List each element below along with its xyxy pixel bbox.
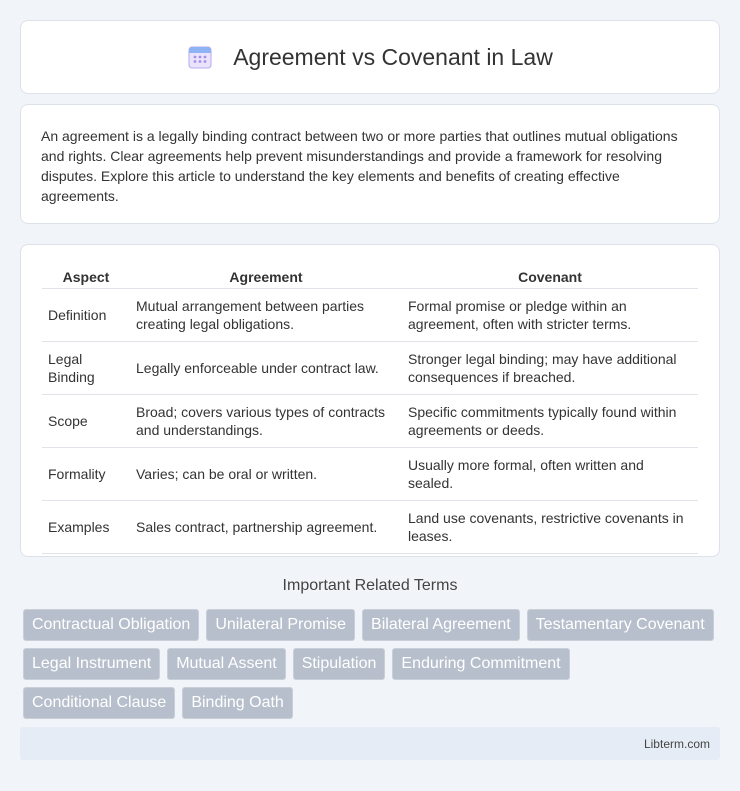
related-terms-list xyxy=(23,609,723,719)
cell-covenant: Land use covenants, restrictive covenants in leases. xyxy=(402,501,698,554)
cell-aspect: Examples xyxy=(42,501,130,554)
table-row xyxy=(42,395,698,448)
cell-agreement: Mutual arrangement between parties creating legal obligations. xyxy=(130,289,402,342)
calendar-icon xyxy=(187,44,213,70)
cell-agreement: Sales contract, partnership agreement. xyxy=(130,501,402,554)
related-term-tag[interactable]: Binding Oath xyxy=(182,687,293,719)
related-term-tag[interactable]: Enduring Commitment xyxy=(392,648,569,680)
cell-covenant: Specific commitments typically found within agreements or deeds. xyxy=(402,395,698,448)
related-term-tag[interactable]: Legal Instrument xyxy=(23,648,160,680)
related-term-tag[interactable]: Testamentary Covenant xyxy=(527,609,714,641)
cell-covenant: Usually more formal, often written and sealed. xyxy=(402,448,698,501)
footer xyxy=(20,727,720,760)
table-row xyxy=(42,448,698,501)
footer-site-link[interactable]: Libterm.com xyxy=(643,736,710,751)
table-row xyxy=(42,342,698,395)
table-row xyxy=(42,289,698,342)
table-row xyxy=(42,501,698,554)
cell-agreement: Legally enforceable under contract law. xyxy=(130,342,402,395)
cell-covenant: Stronger legal binding; may have additional consequences if breached. xyxy=(402,342,698,395)
title-card xyxy=(20,20,720,94)
intro-text: An agreement is a legally binding contract between two or more parties that outlines mutual obligations and rights. Clear agreements help prevent misunderstandings and provide a framework for resolving disputes. Explore this article to understand the key elements and benefits of creating effective agreements. xyxy=(41,128,678,204)
related-term-tag[interactable]: Stipulation xyxy=(293,648,386,680)
related-terms-title: Important Related Terms xyxy=(282,577,458,594)
cell-aspect: Legal Binding xyxy=(42,342,130,395)
related-term-tag[interactable]: Bilateral Agreement xyxy=(362,609,520,641)
cell-aspect: Scope xyxy=(42,395,130,448)
cell-aspect: Formality xyxy=(42,448,130,501)
related-term-tag[interactable]: Contractual Obligation xyxy=(23,609,199,641)
related-term-tag[interactable]: Mutual Assent xyxy=(167,648,286,680)
related-term-tag[interactable]: Conditional Clause xyxy=(23,687,175,719)
header-covenant: Covenant xyxy=(402,265,698,289)
cell-covenant: Formal promise or pledge within an agreement, often with stricter terms. xyxy=(402,289,698,342)
intro-card xyxy=(20,104,720,224)
cell-agreement: Varies; can be oral or written. xyxy=(130,448,402,501)
cell-agreement: Broad; covers various types of contracts and understandings. xyxy=(130,395,402,448)
related-term-tag[interactable]: Unilateral Promise xyxy=(206,609,355,641)
comparison-card xyxy=(20,244,720,557)
cell-aspect: Definition xyxy=(42,289,130,342)
comparison-table xyxy=(42,265,698,554)
page-title: Agreement vs Covenant in Law xyxy=(233,43,553,70)
header-agreement: Agreement xyxy=(130,265,402,289)
header-aspect: Aspect xyxy=(42,265,130,289)
table-header-row xyxy=(42,265,698,289)
